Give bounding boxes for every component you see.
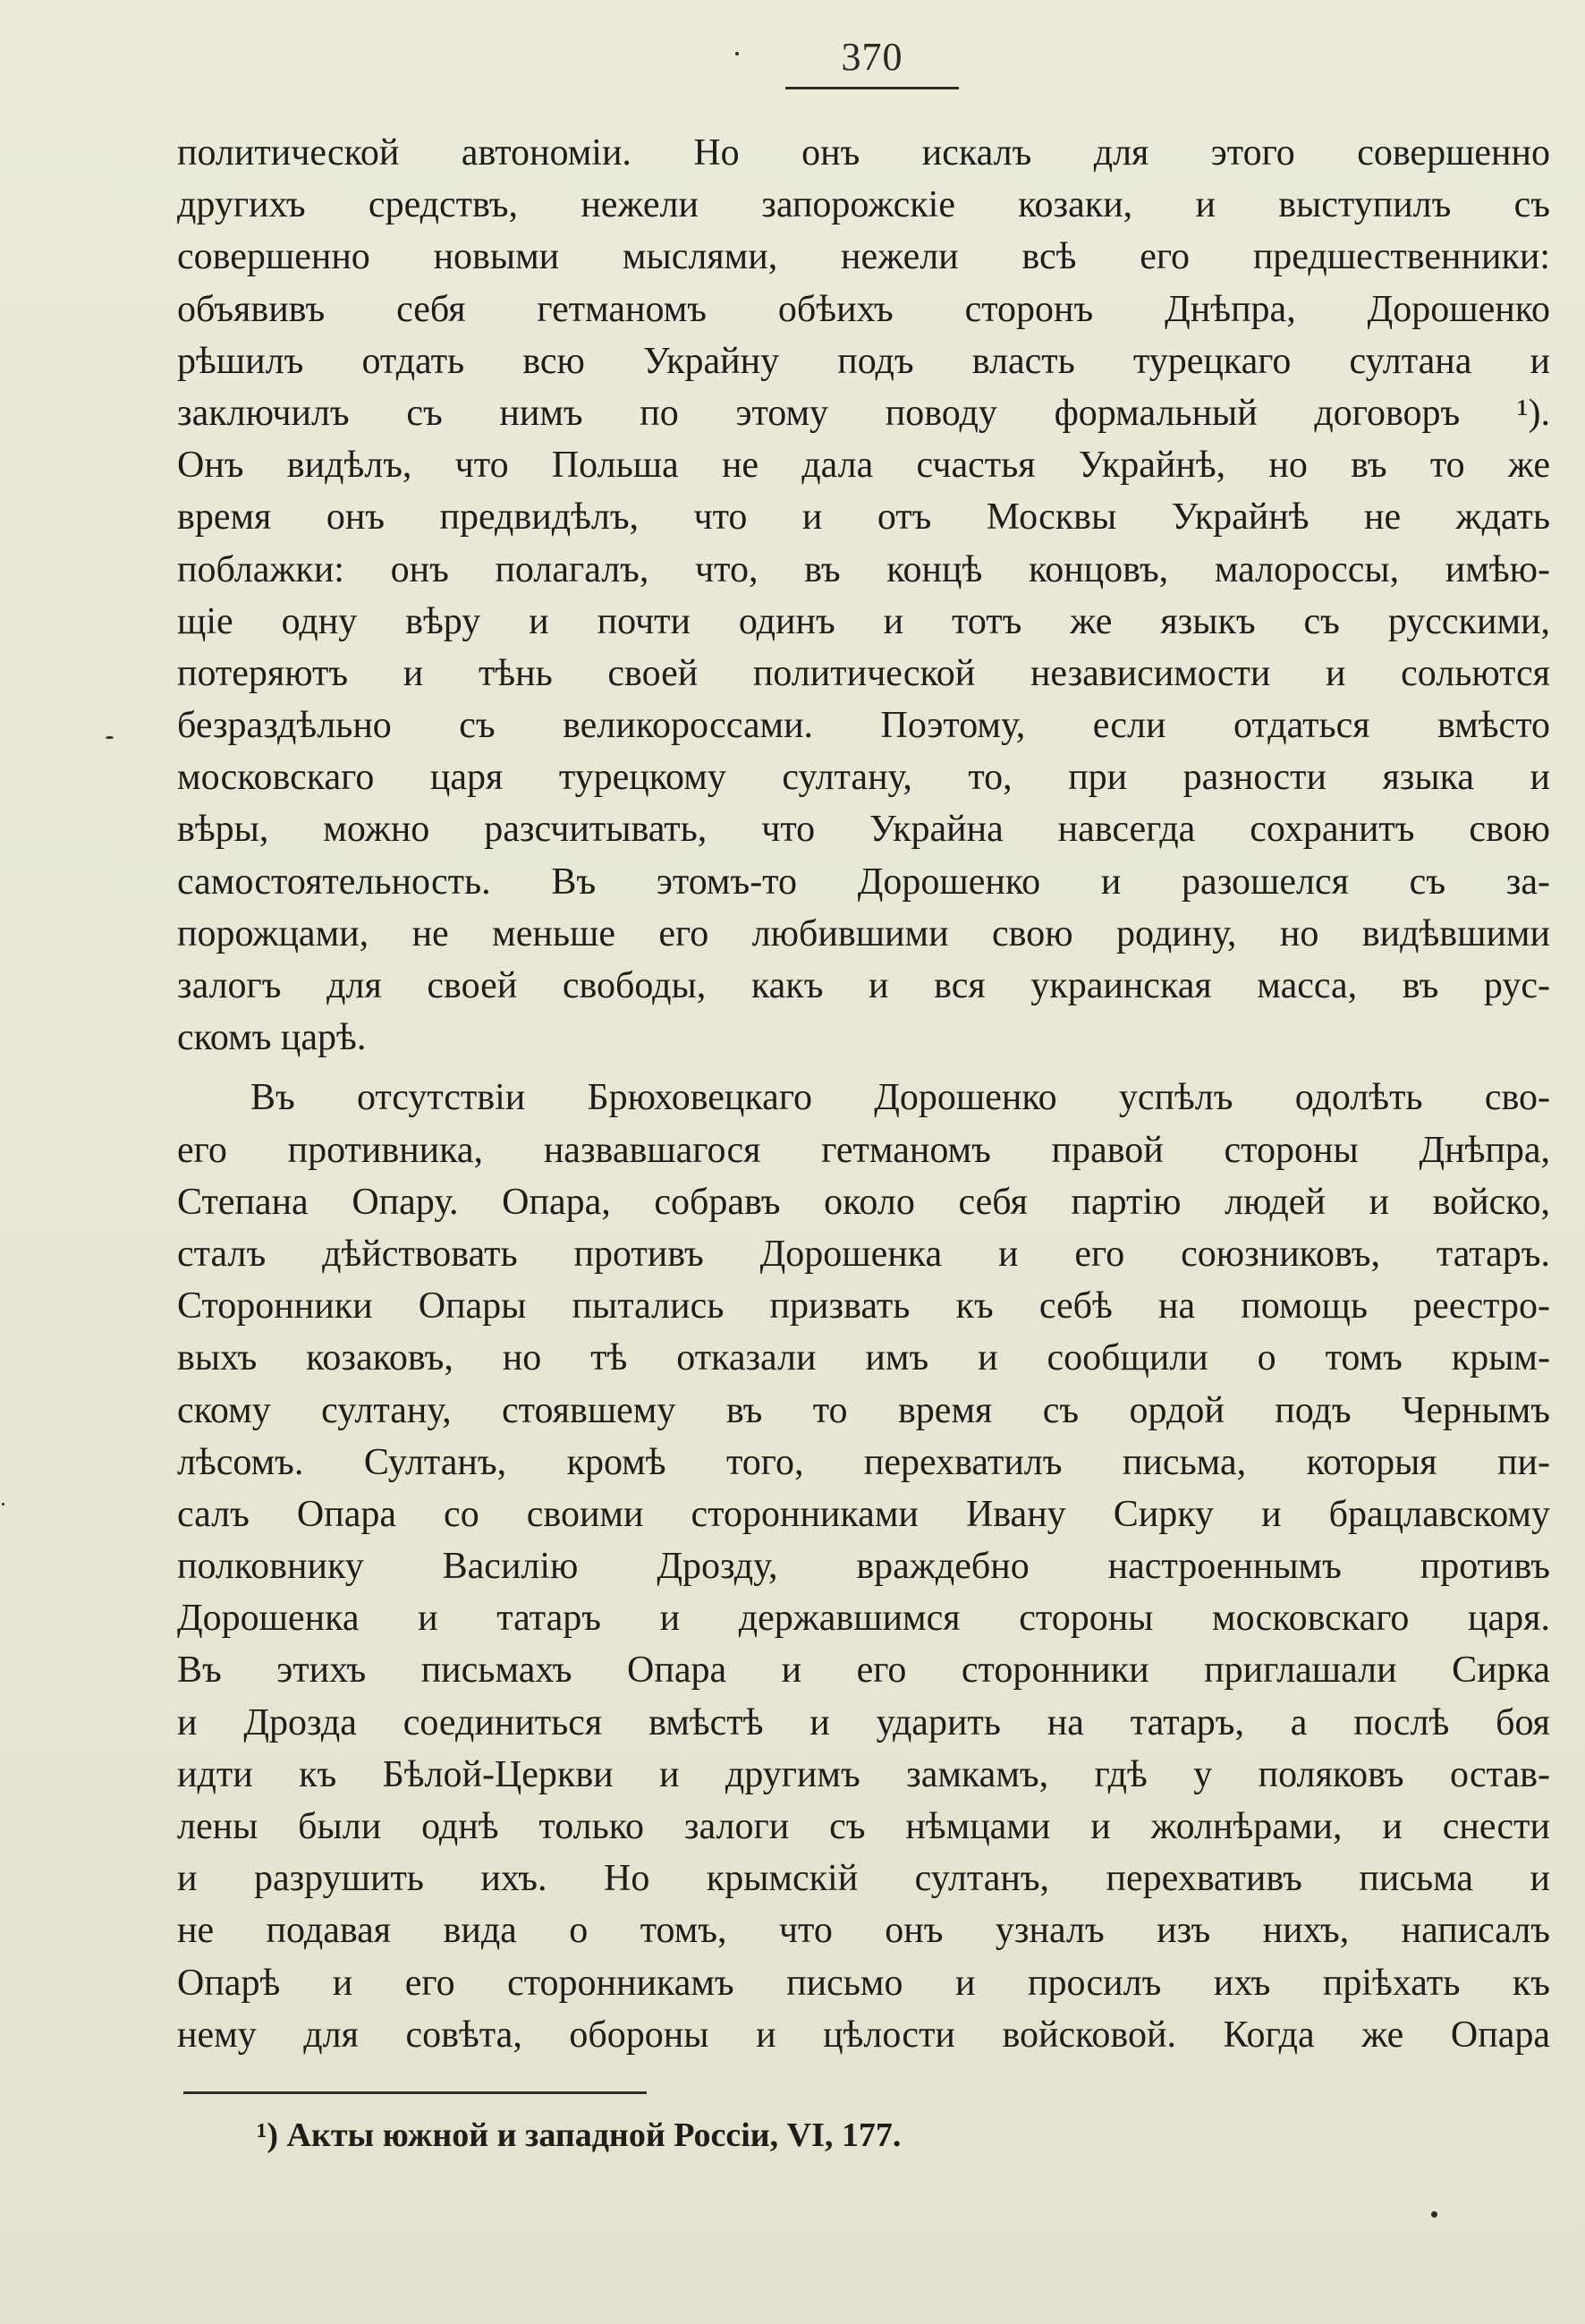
text-line: щіе одну вѣру и почти одинъ и тотъ же языкъ съ русскими, [177,600,1550,642]
text-line: совершенно новыми мыслями, нежели всѣ его предшественники: [177,236,1550,278]
text-line: московскаго царя турецкому султану, то, при разности языка и [177,757,1550,799]
footnote-rule [183,2091,647,2094]
text-line: идти къ Бѣлой-Церкви и другимъ замкамъ, гдѣ у поляковъ остав- [177,1753,1550,1795]
text-line: Онъ видѣлъ, что Польша не дала счастья Украйнѣ, но въ то же [177,445,1550,487]
text-line: Въ отсутствіи Брюховецкаго Дорошенко успѣлъ одолѣть сво- [250,1077,1550,1119]
text-line: поблажки: онъ полагалъ, что, въ концѣ концовъ, малороссы, имѣю- [177,548,1550,590]
text-line: залогъ для своей свободы, какъ и вся украинская масса, въ рус- [177,965,1550,1006]
text-line: Степана Опару. Опара, собравъ около себя партію людей и войско, [177,1181,1550,1223]
text-line: безраздѣльно съ великороссами. Поэтому, если отдаться вмѣсто [177,705,1550,747]
text-line: Въ этихъ письмахъ Опара и его сторонники приглашали Сирка [177,1650,1550,1692]
text-line: Дорошенка и татаръ и державшимся стороны московскаго царя. [177,1598,1550,1640]
text-line: скомъ царѣ. [177,1017,367,1059]
footnote [257,2116,901,2155]
text-line: полковнику Василію Дрозду, враждебно настроеннымъ противъ [177,1546,1550,1588]
text-line: порожцами, не меньше его любившими свою родину, но видѣвшими [177,912,1550,954]
page-number: 370 [841,35,903,79]
text-line: и разрушить ихъ. Но крымскій султанъ, перехвативъ письма и [177,1858,1550,1900]
scan-speck [735,52,739,55]
text-line: политической автономіи. Но онъ искалъ для этого совершенно [177,132,1550,174]
text-line: объявивъ себя гетманомъ обѣихъ сторонъ Днѣпра, Дорошенко [177,288,1550,330]
text-line: нему для совѣта, обороны и цѣлости войсковой. Когда же Опара [177,2014,1550,2056]
text-line: рѣшилъ отдать всю Украйну подъ власть турецкаго султана и [177,340,1550,382]
text-line: время онъ предвидѣлъ, что и отъ Москвы Украйнѣ не ждать [177,496,1550,539]
text-line: не подавая вида о томъ, что онъ узналъ изъ нихъ, написалъ [177,1910,1550,1952]
body-text [177,127,1550,2061]
text-line: его противника, назвавшагося гетманомъ правой стороны Днѣпра, [177,1129,1550,1171]
text-line: лены были однѣ только залоги съ нѣмцами и жолнѣрами, и снести [177,1806,1550,1847]
scan-speck [106,736,114,739]
footnote-text: Акты южной и западной Россіи, VI, 177. [286,2116,902,2154]
text-line: салъ Опара со своими сторонниками Ивану Сирку и брацлавскому [177,1493,1550,1535]
text-line: лѣсомъ. Султанъ, кромѣ того, перехватилъ письма, которыя пи- [177,1441,1550,1483]
text-line: самостоятельность. Въ этомъ-то Дорошенко и разошелся съ за- [177,861,1550,903]
text-line: другихъ средствъ, нежели запорожскіе козаки, и выступилъ съ [177,184,1550,226]
text-line: скому султану, стоявшему въ то время съ ордой подъ Чернымъ [177,1389,1550,1431]
text-line: вѣры, можно разсчитывать, что Украйна навсегда сохранитъ свою [177,809,1550,851]
text-line: потеряютъ и тѣнь своей политической независимости и сольются [177,652,1550,694]
text-line: заключилъ съ нимъ по этому поводу формальный договоръ ¹). [177,392,1550,434]
page-number-rule [785,87,959,89]
paragraph-gap [177,1064,1550,1072]
text-line: Сторонники Опары пытались призвать къ себѣ на помощь реестро- [177,1285,1550,1327]
footnote-marker: ¹) [257,2116,279,2154]
text-line: выхъ козаковъ, но тѣ отказали имъ и сообщили о томъ крым- [177,1337,1550,1379]
text-line: Опарѣ и его сторонникамъ письмо и просилъ ихъ пріѣхать къ [177,1962,1550,2004]
scan-speck [2,1503,4,1506]
text-line: сталъ дѣйствовать противъ Дорошенка и его союзниковъ, татаръ. [177,1233,1550,1275]
scan-speck [1431,2211,1437,2218]
text-line: и Дрозда соединиться вмѣстѣ и ударить на татаръ, а послѣ боя [177,1701,1550,1743]
